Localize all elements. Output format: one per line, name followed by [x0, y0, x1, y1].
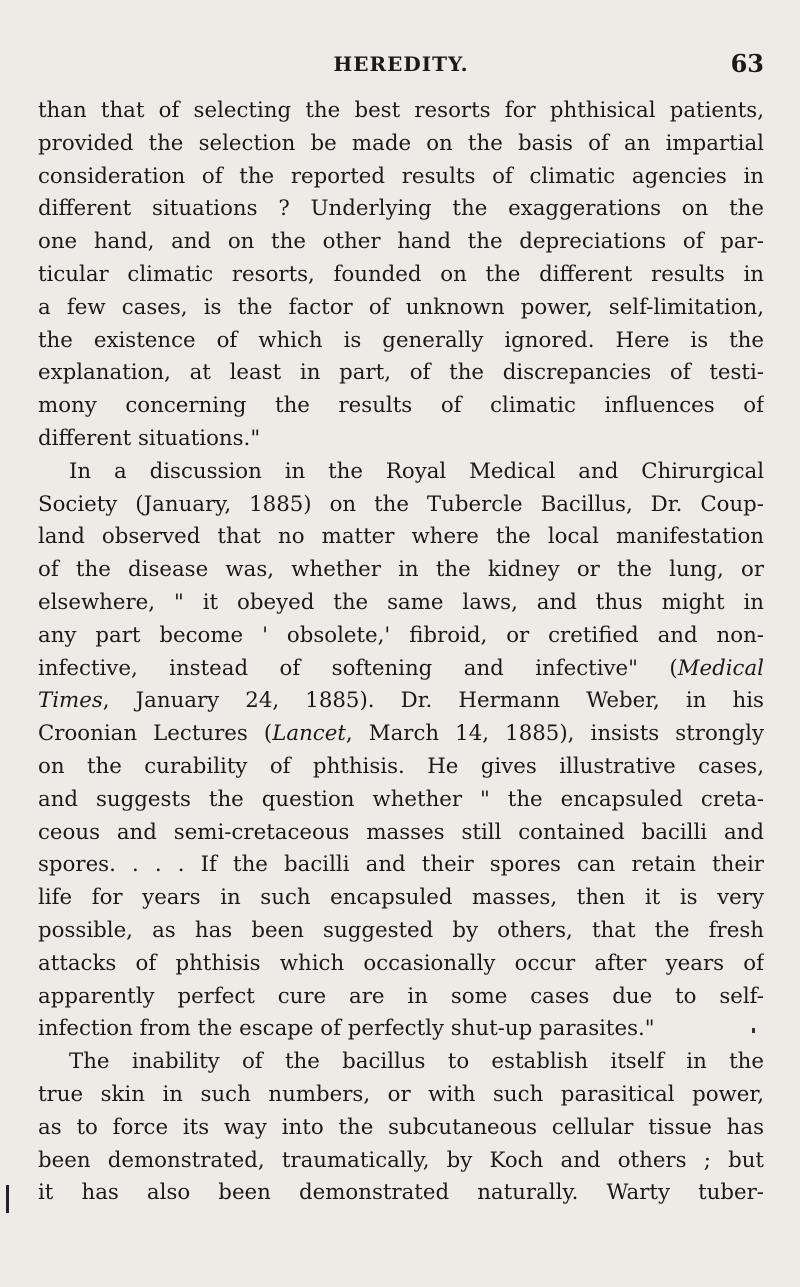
text-line: apparently perfect cure are in some cases due to self- — [38, 983, 764, 1009]
text-line: a few cases, is the factor of unknown power, self-limitation, — [38, 294, 764, 320]
text-line: on the curability of phthisis. He gives illustrative cases, — [38, 753, 764, 779]
text-line: one hand, and on the other hand the depreciations of par- — [38, 229, 764, 255]
text-line: provided the selection be made on the basis of an impartial — [38, 130, 764, 156]
scan-edge-mark — [6, 1185, 9, 1213]
text-line: of the disease was, whether in the kidney or the lung, or — [38, 557, 764, 583]
text-line: attacks of phthisis which occasionally occur after years of — [38, 950, 764, 976]
text-line: life for years in such encapsuled masses, then it is very — [38, 885, 764, 911]
text-line: different situations." — [38, 425, 261, 451]
text-line: Times, January 24, 1885). Dr. Hermann Weber, in his — [38, 688, 764, 714]
paragraph-start-line: In a discussion in the Royal Medical and Chirurgical — [69, 458, 764, 484]
text-line: elsewhere, " it obeyed the same laws, and thus might in — [38, 589, 764, 615]
page-number: 63 — [730, 49, 764, 78]
text-line: the existence of which is generally ignored. Here is the — [38, 327, 764, 353]
text-line: ceous and semi-cretaceous masses still contained bacilli and — [38, 819, 764, 845]
text-line: ticular climatic resorts, founded on the different results in — [38, 261, 764, 287]
text-line: spores. . . . If the bacilli and their spores can retain their — [38, 852, 764, 878]
paragraph-start-line: The inability of the bacillus to establish itself in the — [69, 1049, 764, 1075]
running-title: HEREDITY. — [333, 52, 469, 76]
text-line: infective, instead of softening and infective" (Medical — [38, 655, 764, 681]
text-line: and suggests the question whether " the encapsuled creta- — [38, 786, 764, 812]
text-line: infection from the escape of perfectly shut-up parasites." — [38, 1016, 655, 1042]
text-line: than that of selecting the best resorts for phthisical patients, — [38, 98, 764, 123]
running-head — [38, 49, 764, 82]
text-line: different situations ? Underlying the exaggerations on the — [38, 196, 764, 222]
text-line: been demonstrated, traumatically, by Koch and others ; but — [38, 1147, 764, 1173]
ink-speck — [752, 1028, 755, 1033]
text-line: mony concerning the results of climatic influences of — [38, 393, 764, 419]
body-text — [38, 95, 764, 1210]
text-line: Society (January, 1885) on the Tubercle Bacillus, Dr. Coup- — [38, 491, 764, 517]
text-line: as to force its way into the subcutaneous cellular tissue has — [38, 1114, 764, 1140]
text-line: true skin in such numbers, or with such parasitical power, — [38, 1081, 764, 1107]
text-line: any part become ' obsolete,' fibroid, or cretified and non- — [38, 622, 764, 648]
text-line: land observed that no matter where the local manifestation — [38, 524, 764, 550]
text-line: it has also been demonstrated naturally. Warty tuber- — [38, 1180, 764, 1206]
text-line: Croonian Lectures (Lancet, March 14, 1885), insists strongly — [38, 721, 764, 747]
citation-italic: Times — [38, 688, 103, 714]
citation-italic: Medical — [677, 655, 764, 681]
text-line: possible, as has been suggested by others, that the fresh — [38, 917, 764, 943]
text-line: consideration of the reported results of climatic agencies in — [38, 163, 764, 189]
citation-italic: Lancet — [272, 721, 346, 747]
text-line: explanation, at least in part, of the discrepancies of testi- — [38, 360, 764, 386]
